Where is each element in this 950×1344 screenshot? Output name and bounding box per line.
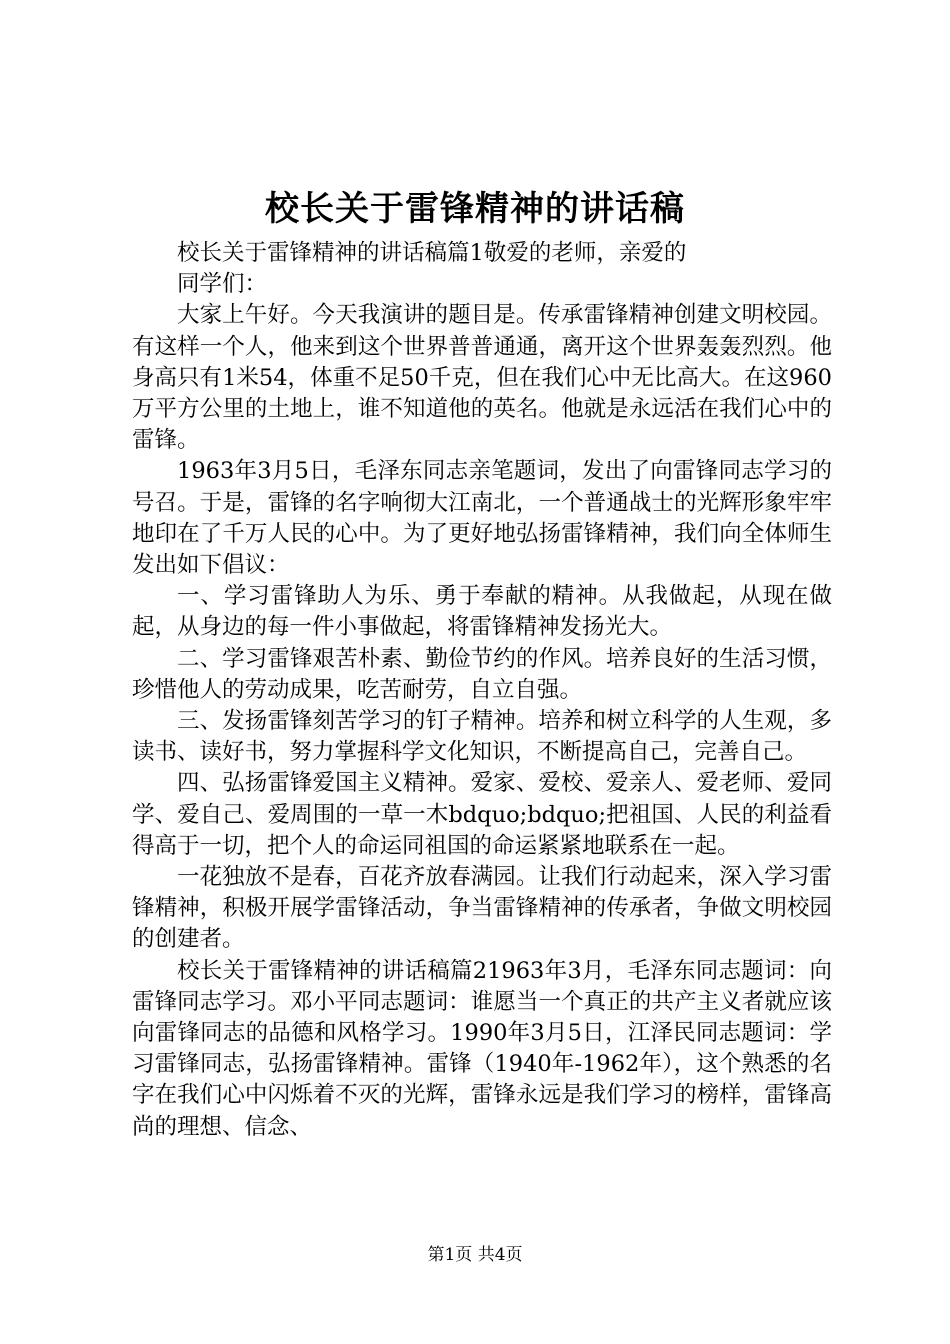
document-title: 校长关于雷锋精神的讲话稿 bbox=[265, 189, 685, 229]
body-paragraph: 1963年3月5日，毛泽东同志亲笔题词，发出了向雷锋同志学习的号召。于是，雷锋的名字响彻大江南北，一个普通战士的光辉形象牢牢地印在了千万人民的心中。为了更好地弘扬雷锋精神，我们向全体师生发出如下倡议： bbox=[132, 458, 832, 579]
intro-paragraph: 校长关于雷锋精神的讲话稿篇1敬爱的老师，亲爱的 同学们： bbox=[177, 240, 687, 298]
document-body bbox=[132, 238, 832, 1143]
body-paragraph: 二、学习雷锋艰苦朴素、勤俭节约的作风。培养良好的生活习惯，珍惜他人的劳动成果，吃苦耐劳，自立自强。 bbox=[132, 645, 832, 703]
body-paragraph: 四、弘扬雷锋爱国主义精神。爱家、爱校、爱亲人、爱老师、爱同学、爱自己、爱周围的一草一木bdquo;bdquo;把祖国、人民的利益看得高于一切，把个人的命运同祖国的命运紧紧地联系在一起。 bbox=[132, 770, 832, 859]
body-paragraph: 一花独放不是春，百花齐放春满园。让我们行动起来，深入学习雷锋精神，积极开展学雷锋活动，争当雷锋精神的传承者，争做文明校园的创建者。 bbox=[132, 864, 832, 953]
body-paragraph: 三、发扬雷锋刻苦学习的钉子精神。培养和树立科学的人生观，多读书、读好书，努力掌握科学文化知识，不断提高自己，完善自己。 bbox=[132, 708, 832, 766]
page-number-footer: 第1页 共4页 bbox=[427, 1245, 523, 1265]
body-paragraph: 校长关于雷锋精神的讲话稿篇21963年3月，毛泽东同志题词：向雷锋同志学习。邓小平同志题词：谁愿当一个真正的共产主义者就应该向雷锋同志的品德和风格学习。1990年3月5日，江泽民同志题词：学习雷锋同志，弘扬雷锋精神。雷锋（1940年-1962年），这个熟悉的名字在我们心中闪烁着不灭的光辉，雷锋永远是我们学习的榜样，雷锋高尚的理想、信念、 bbox=[132, 957, 832, 1140]
body-paragraph: 大家上午好。今天我演讲的题目是。传承雷锋精神创建文明校园。有这样一个人，他来到这个世界普普通通，离开这个世界轰轰烈烈。他身高只有1米54，体重不足50千克，但在我们心中无比高大。在这960万平方公里的土地上，谁不知道他的英名。他就是永远活在我们心中的雷锋。 bbox=[132, 302, 832, 454]
body-paragraph: 一、学习雷锋助人为乐、勇于奉献的精神。从我做起，从现在做起，从身边的每一件小事做起，将雷锋精神发扬光大。 bbox=[132, 583, 832, 641]
